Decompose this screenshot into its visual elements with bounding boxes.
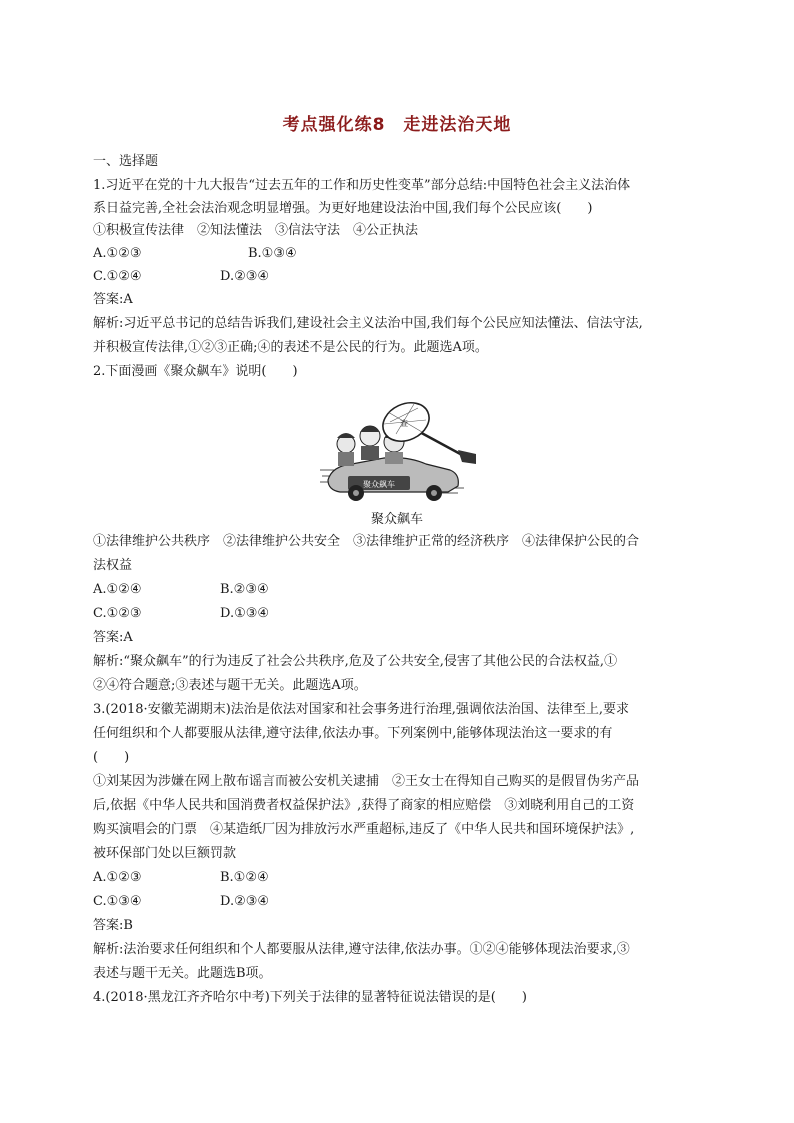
q3-stem-line2: 任何组织和个人都要服从法律,遵守法律,依法办事。下列案例中,能够体现法治这一要求的有 <box>93 726 613 741</box>
page-title: 考点强化练8 走进法治天地 <box>282 115 512 135</box>
q1-explanation-line2: 并积极宣传法律,①②③正确;④的表述不是公民的行为。此题选A项。 <box>93 340 488 355</box>
q3-explanation-line1: 解析:法治要求任何组织和个人都要服从法律,遵守法律,依法办事。①②④能够体现法治要求,③ <box>93 942 630 957</box>
q1-stem-line1: 1.习近平在党的十九大报告“过去五年的工作和历史性变革”部分总结:中国特色社会主义法治体 <box>93 178 631 193</box>
q3-option-b: B.①②④ <box>220 870 269 885</box>
q2-items-line1: ①法律维护公共秩序 ②法律维护公共安全 ③法律维护正常的经济秩序 ④法律保护公民的合 <box>93 534 640 549</box>
q3-explanation-line2: 表述与题干无关。此题选B项。 <box>93 966 272 981</box>
q3-stem-line1: 3.(2018·安徽芜湖期末)法治是依法对国家和社会事务进行治理,强调依法治国、法律至上,要求 <box>93 702 630 717</box>
q3-option-c: C.①③④ <box>93 894 142 909</box>
q2-explanation-line2: ②④符合题意;③表述与题干无关。此题选A项。 <box>93 678 367 693</box>
q1-items: ①积极宣传法律 ②知法懂法 ③信法守法 ④公正执法 <box>93 223 419 238</box>
q3-stem-line3: ( ) <box>93 750 130 765</box>
q3-items-line1: ①刘某因为涉嫌在网上散布谣言而被公安机关逮捕 ②王女士在得知自己购买的是假冒伪劣产品 <box>93 774 640 789</box>
street-racing-cartoon <box>318 392 476 502</box>
q1-option-c: C.①②④ <box>93 269 142 284</box>
q2-explanation-line1: 解析:“聚众飙车”的行为违反了社会公共秩序,危及了公共安全,侵害了其他公民的合法权益,① <box>93 654 618 669</box>
q3-option-d: D.②③④ <box>220 894 270 909</box>
q1-option-d: D.②③④ <box>220 269 270 284</box>
q2-option-b: B.②③④ <box>220 582 269 597</box>
q2-items-line2: 法权益 <box>93 558 133 573</box>
q1-option-a: A.①②③ <box>93 246 142 261</box>
q1-answer: 答案:A <box>93 292 133 307</box>
car-slogan: 聚众飙车 <box>363 480 395 489</box>
q3-items-line3: 购买演唱会的门票 ④某造纸厂因为排放污水严重超标,违反了《中华人民共和国环境保护法》, <box>93 822 635 837</box>
q3-items-line4: 被环保部门处以巨额罚款 <box>93 846 237 861</box>
q2-option-a: A.①②④ <box>93 582 142 597</box>
q1-explanation-line1: 解析:习近平总书记的总结告诉我们,建设社会主义法治中国,我们每个公民应知法懂法、信法守法, <box>93 316 643 331</box>
q3-option-a: A.①②③ <box>93 870 142 885</box>
net-label: 查 <box>400 419 408 428</box>
q2-option-d: D.①③④ <box>220 606 270 621</box>
cartoon-caption: 聚众飙车 <box>370 512 423 527</box>
q4-stem: 4.(2018·黑龙江齐齐哈尔中考)下列关于法律的显著特征说法错误的是( ) <box>93 990 527 1005</box>
q2-answer: 答案:A <box>93 630 133 645</box>
q3-items-line2: 后,依据《中华人民共和国消费者权益保护法》,获得了商家的相应赔偿 ③刘晓利用自己的工资 <box>93 798 635 813</box>
q2-option-c: C.①②③ <box>93 606 142 621</box>
q2-stem: 2.下面漫画《聚众飙车》说明( ) <box>93 364 298 379</box>
q1-stem-line2: 系日益完善,全社会法治观念明显增强。为更好地建设法治中国,我们每个公民应该( ) <box>93 201 593 216</box>
section-heading: 一、选择题 <box>93 154 159 169</box>
q3-answer: 答案:B <box>93 918 133 933</box>
q1-option-b: B.①③④ <box>248 246 297 261</box>
